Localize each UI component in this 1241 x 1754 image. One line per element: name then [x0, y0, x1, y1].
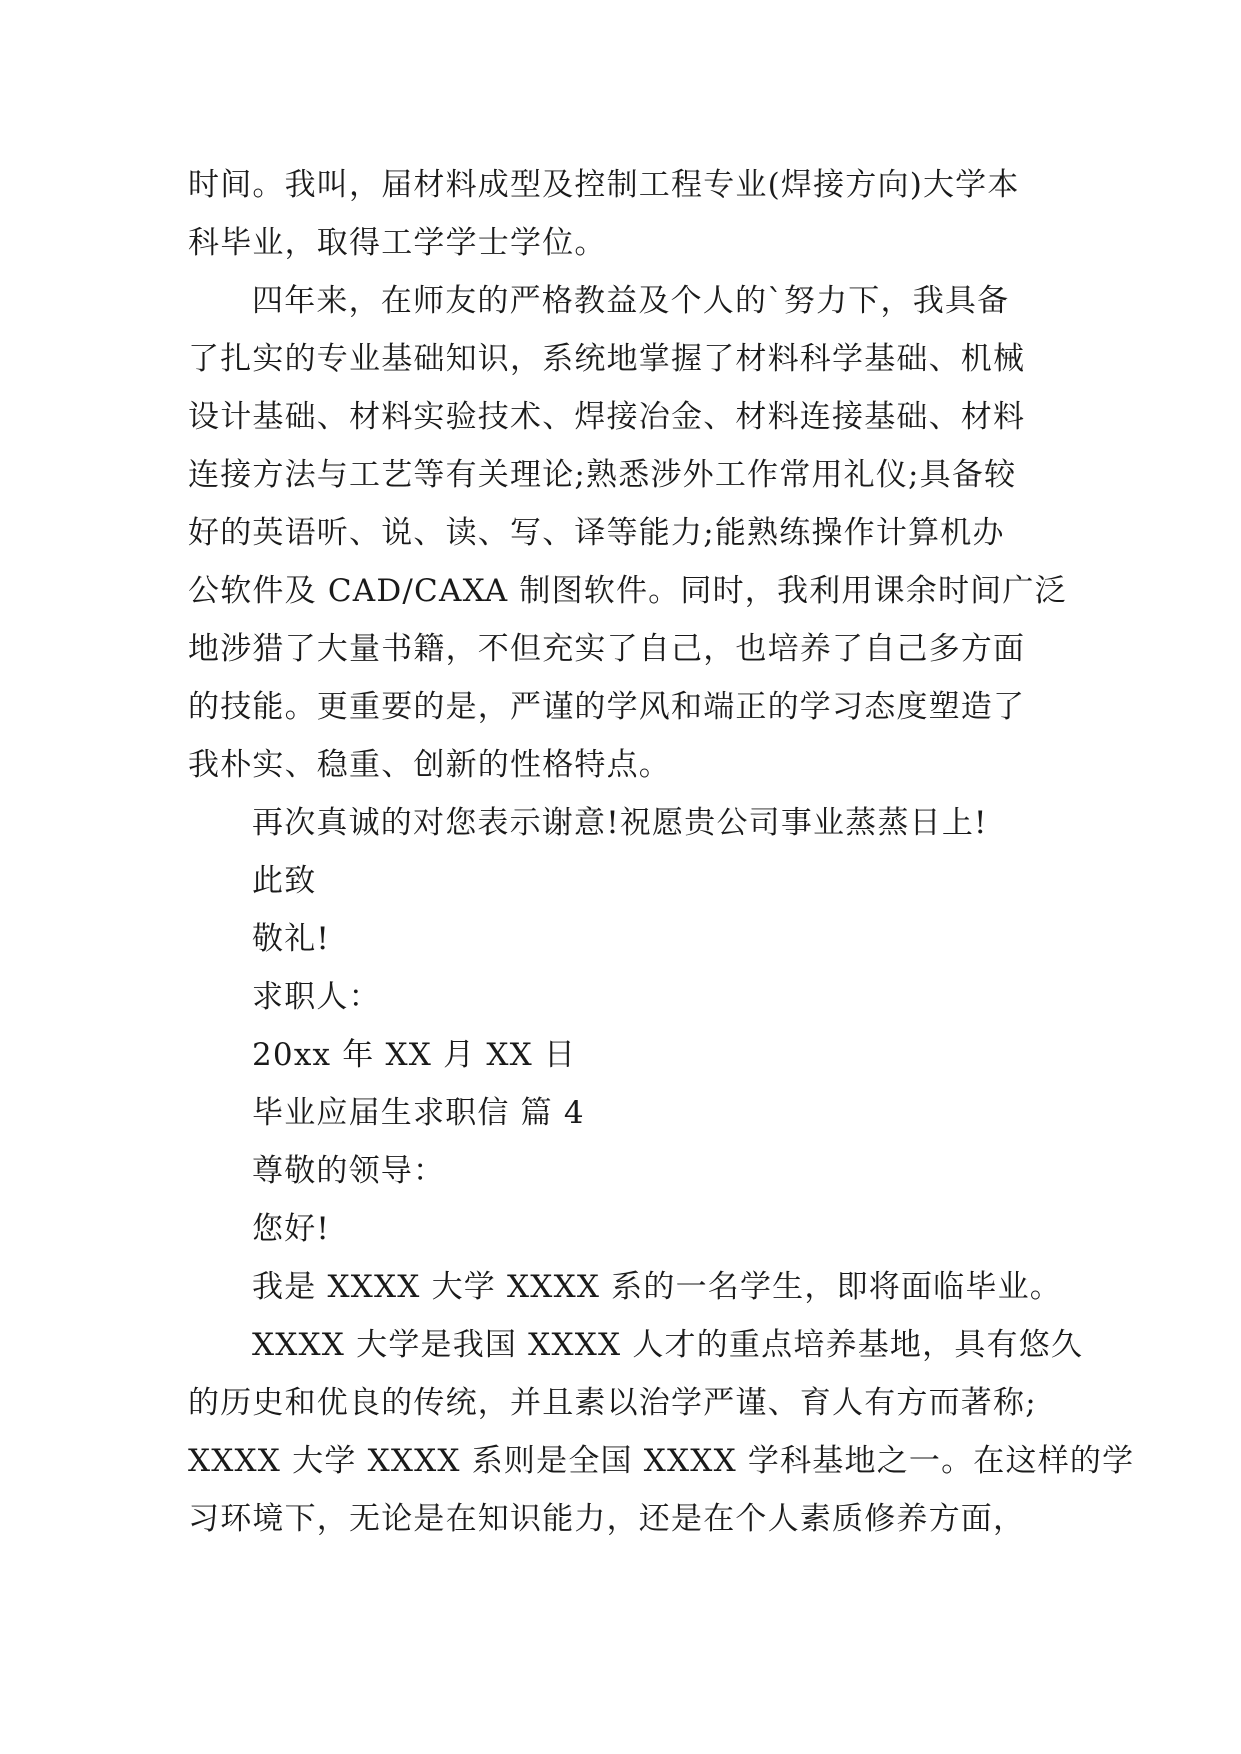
paragraph-skills: [188, 272, 1068, 794]
text-line: 公软件及 CAD/CAXA 制图软件。同时，我利用课余时间广泛: [188, 573, 1067, 609]
paragraph-regards: [188, 910, 1068, 968]
text-line: 您好!: [252, 1211, 331, 1247]
paragraph-intro: [188, 1258, 1068, 1316]
paragraph-signature: [188, 968, 1068, 1026]
text-line: 科毕业，取得工学学士学位。: [188, 225, 607, 261]
text-line: XXXX 大学是我国 XXXX 人才的重点培养基地，具有悠久: [252, 1327, 1084, 1363]
paragraph-greeting: [188, 1142, 1068, 1200]
text-line: 此致: [252, 863, 317, 899]
text-line: 敬礼!: [252, 921, 331, 957]
paragraph-education: [188, 156, 1068, 272]
text-line: 尊敬的领导：: [252, 1153, 446, 1189]
text-line: XXXX 大学 XXXX 系则是全国 XXXX 学科基地之一。在这样的学: [188, 1443, 1135, 1479]
text-line: 再次真诚的对您表示谢意!祝愿贵公司事业蒸蒸日上!: [252, 805, 988, 841]
paragraph-university: [188, 1316, 1135, 1548]
text-line: 的历史和优良的传统，并且素以治学严谨、育人有方而著称;: [188, 1385, 1037, 1421]
paragraph-date: [188, 1026, 1068, 1084]
paragraph-salutation: [188, 852, 1068, 910]
text-line: 20xx 年 XX 月 XX 日: [252, 1037, 577, 1073]
text-line: 地涉猎了大量书籍，不但充实了自己，也培养了自己多方面: [188, 631, 1026, 667]
text-line: 设计基础、材料实验技术、焊接冶金、材料连接基础、材料: [188, 399, 1026, 435]
text-line: 毕业应届生求职信 篇 4: [252, 1095, 585, 1131]
paragraph-hello: [188, 1200, 1068, 1258]
text-line: 时间。我叫，届材料成型及控制工程专业(焊接方向)大学本: [188, 167, 1020, 203]
text-line: 的技能。更重要的是，严谨的学风和端正的学习态度塑造了: [188, 689, 1026, 725]
text-line: 好的英语听、说、读、写、译等能力;能熟练操作计算机办: [188, 515, 1005, 551]
text-line: 我是 XXXX 大学 XXXX 系的一名学生，即将面临毕业。: [252, 1269, 1062, 1305]
text-line: 连接方法与工艺等有关理论;熟悉涉外工作常用礼仪;具备较: [188, 457, 1017, 493]
text-line: 四年来，在师友的严格教益及个人的`努力下，我具备: [252, 283, 1010, 319]
paragraph-thanks: [188, 794, 1068, 852]
document-body: [188, 156, 1135, 1548]
text-line: 习环境下，无论是在知识能力，还是在个人素质修养方面，: [188, 1501, 1026, 1537]
text-line: 求职人：: [252, 979, 381, 1015]
text-line: 了扎实的专业基础知识，系统地掌握了材料科学基础、机械: [188, 341, 1026, 377]
section-title: [188, 1084, 1068, 1142]
text-line: 我朴实、稳重、创新的性格特点。: [188, 747, 671, 783]
